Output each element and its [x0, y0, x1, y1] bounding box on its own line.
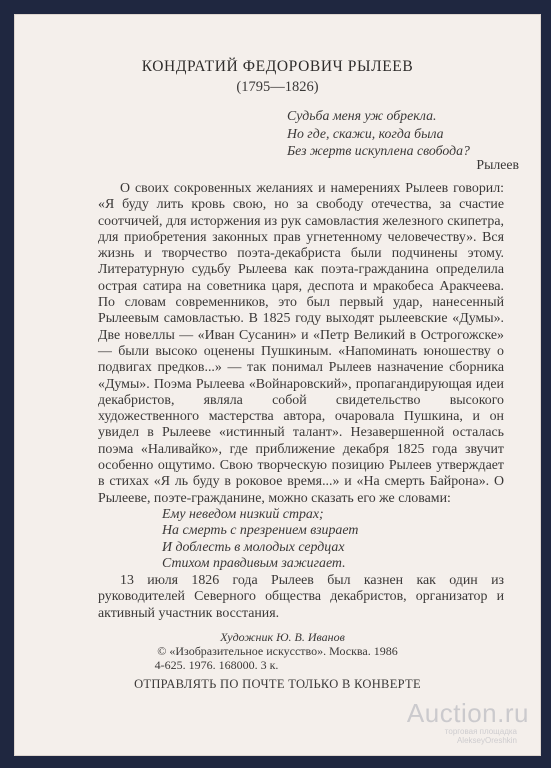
epigraph — [287, 107, 523, 160]
paragraph: О своих сокровенных желаниях и намерениях Рылеев говорил: «Я буду лить кровь свою, но за свободу отечества, за счастие соотчичей, для исторжения из рук самовластия железного скипетра, для приобретения законных прав угнетенному человечеству». Вся жизнь и творчество поэта-декабриста были подчинены этому. Литературную судьбу Рылеева как поэта-гражданина определила острая сатира на советника царя, деспота и мракобеса Аракчеева. По словам современников, это был первый удар, нанесенный Рылеевым самовластью. В 1825 году выходят рылеевские «Думы». Две новеллы — «Иван Сусанин» и «Петр Великий в Острогожске» — были высоко оценены Пушкиным. «Напоминать юношеству о подвигах предков...» — так понимал Рылеев назначение сборника «Думы». Поэма Рылеева «Войнаровский», пропагандирующая идеи декабристов, являла собой свидетельство высокого художественного мастерства автора, очаровала Пушкина, и он увидел в Рылееве «истинный талант». Незавершенной осталась поэма «Наливайко», где приближение декабря 1825 года звучит особенно ощутимо. Свою творческую позицию Рылеев утверждает в стихах «Я ль буду в роковое время...» и «На смерть Байрона». О Рылееве, поэте-гражданине, можно сказать его же словами: — [98, 181, 504, 506]
epigraph-line: Без жертв искуплена свобода? — [287, 143, 470, 158]
print-info: 4-625. 1976. 168000. 3 к. — [154, 658, 279, 672]
watermark-logo: Auction.ru — [406, 698, 529, 728]
poem-quote — [162, 507, 504, 572]
biography-text — [98, 181, 504, 622]
watermark-subtext — [445, 727, 517, 745]
poem-line: На смерть с презрением взирает — [162, 523, 359, 539]
artist-credit — [14, 630, 541, 644]
epigraph-line: Судьба меня уж обрекла. — [287, 108, 437, 123]
epigraph-author: Рылеев — [476, 157, 519, 172]
paragraph: 13 июля 1826 года Рылеев был казнен как один из руководителей Северного общества декабристов, организатор и активный участник восстания. — [98, 573, 504, 621]
publisher-credit: © «Изобразительное искусство». Москва. 1986 — [157, 644, 398, 658]
mailing-notice: ОТПРАВЛЯТЬ ПО ПОЧТЕ ТОЛЬКО В КОНВЕРТЕ — [134, 677, 421, 691]
postcard-back — [14, 14, 541, 756]
watermark-subtext-line: торговая площадка — [444, 727, 517, 736]
poem-line: Ему неведом низкий страх; — [162, 506, 324, 522]
poem-line: Стихом правдивым зажигает. — [162, 555, 346, 571]
artist-name: Ю. В. Иванов — [276, 630, 345, 644]
credits — [14, 630, 541, 672]
page-title: КОНДРАТИЙ ФЕДОРОВИЧ РЫЛЕЕВ — [141, 58, 414, 75]
watermark-subtext-line: AlekseyOreshkin — [456, 736, 517, 745]
epigraph-line: Но где, скажи, когда была — [287, 125, 444, 141]
life-years: (1795—1826) — [236, 79, 319, 95]
poem-line: И доблесть в молодых сердцах — [162, 539, 345, 555]
artist-prefix: Художник — [220, 630, 274, 644]
